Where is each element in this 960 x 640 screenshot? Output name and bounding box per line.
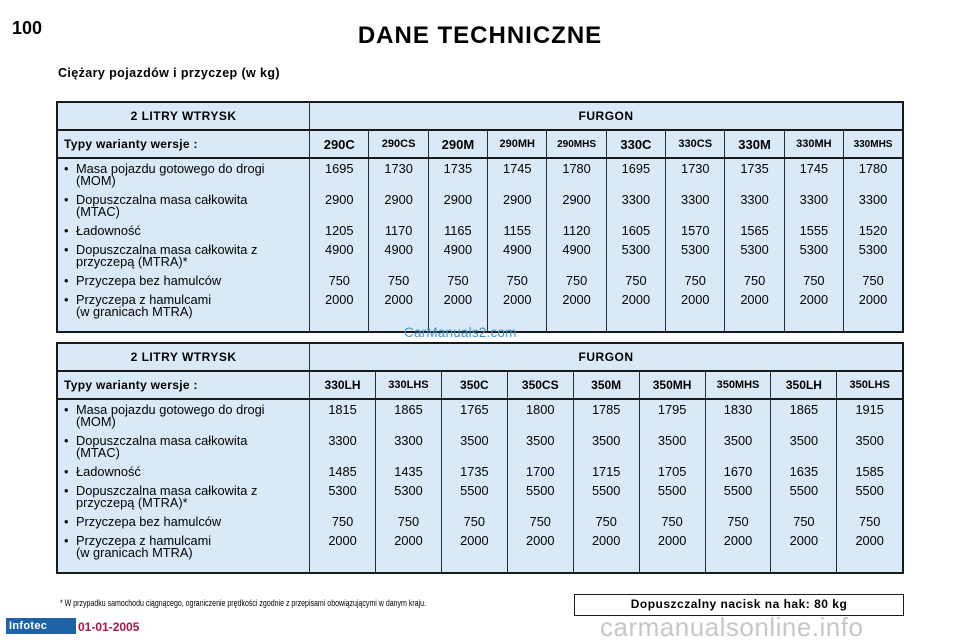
value-cell: 5500 bbox=[657, 483, 687, 498]
bullet-icon: • bbox=[64, 483, 69, 498]
value-cell: 5500 bbox=[591, 483, 621, 498]
bullet-icon: • bbox=[64, 402, 69, 417]
row-label-line1: Przyczepa bez hamulców bbox=[76, 514, 222, 529]
variants-label: Typy warianty wersje : bbox=[57, 371, 310, 399]
value-cell: 1485 bbox=[328, 464, 357, 479]
value-cell: 3300 bbox=[328, 433, 357, 448]
value-cell: 1520 bbox=[858, 223, 888, 238]
value-cell: 750 bbox=[803, 273, 825, 288]
value-cell: 3300 bbox=[621, 192, 651, 207]
bullet-icon: • bbox=[64, 242, 69, 257]
variant-header: 350LH bbox=[771, 371, 837, 399]
value-cell: 2000 bbox=[460, 533, 489, 548]
bullet-icon: • bbox=[64, 192, 69, 207]
value-cell: 5300 bbox=[740, 242, 769, 257]
value-cell: 1170 bbox=[384, 223, 413, 238]
bullet-icon: • bbox=[64, 533, 69, 548]
value-cell: 1635 bbox=[789, 464, 819, 479]
value-cell: 1780 bbox=[858, 161, 888, 176]
row-label-line2: (MTAC) bbox=[76, 204, 120, 220]
value-cell: 1565 bbox=[740, 223, 769, 238]
value-cell: 1865 bbox=[394, 402, 423, 417]
value-cell: 750 bbox=[463, 514, 486, 529]
value-cell: 750 bbox=[595, 514, 617, 529]
value-cell: 750 bbox=[661, 514, 683, 529]
row-label-line1: Dopuszczalna masa całkowita z bbox=[76, 242, 258, 257]
section-subtitle: Ciężary pojazdów i przyczep (w kg) bbox=[58, 66, 280, 80]
variant-header: 350MH bbox=[639, 371, 705, 399]
row-label-line1: Masa pojazdu gotowego do drogi bbox=[76, 402, 265, 417]
value-cell: 1730 bbox=[384, 161, 413, 176]
variant-header: 330LHS bbox=[376, 371, 442, 399]
value-cell: 750 bbox=[328, 273, 350, 288]
row-label-line1: Ładowność bbox=[76, 464, 141, 479]
weights-table bbox=[56, 342, 904, 574]
value-cell: 750 bbox=[743, 273, 766, 288]
row-label-line1: Przyczepa bez hamulców bbox=[76, 273, 222, 288]
body-type-header: FURGON bbox=[310, 343, 903, 371]
value-cell: 1670 bbox=[723, 464, 753, 479]
footnote: * W przypadku samochodu ciągnącego, ograniczenie prędkości zgodnie z przepisami obowiązującymi w danym kraju. bbox=[60, 598, 427, 608]
value-cell: 4900 bbox=[562, 242, 591, 257]
row-label bbox=[64, 244, 309, 275]
value-cell: 2000 bbox=[740, 292, 769, 307]
value-cell: 5500 bbox=[789, 483, 819, 498]
row-label-line1: Masa pojazdu gotowego do drogi bbox=[76, 161, 265, 176]
row-label bbox=[64, 435, 309, 466]
value-cell: 1735 bbox=[740, 161, 769, 176]
row-label-line1: Dopuszczalna masa całkowita z bbox=[76, 483, 258, 498]
value-cell: 750 bbox=[565, 273, 588, 288]
value-cell: 750 bbox=[684, 273, 706, 288]
value-cell: 5300 bbox=[858, 242, 888, 257]
value-cell: 5500 bbox=[460, 483, 489, 498]
value-cell: 3300 bbox=[799, 192, 829, 207]
value-cell: 3300 bbox=[680, 192, 710, 207]
row-label-line2: przyczepą (MTRA)* bbox=[76, 254, 188, 270]
value-cell: 750 bbox=[862, 273, 884, 288]
page-title: DANE TECHNICZNE bbox=[357, 22, 603, 49]
site-watermark: carmanualsonline.info bbox=[600, 612, 864, 640]
row-label-line2: (w granicach MTRA) bbox=[76, 545, 193, 561]
row-label bbox=[64, 485, 309, 516]
value-cell: 1585 bbox=[855, 464, 884, 479]
value-cell: 2000 bbox=[394, 533, 423, 548]
body-type-header: FURGON bbox=[310, 102, 903, 130]
bullet-icon: • bbox=[64, 223, 69, 238]
value-cell: 3300 bbox=[858, 192, 888, 207]
value-cell: 2000 bbox=[723, 533, 753, 548]
bullet-icon: • bbox=[64, 433, 69, 448]
value-cell: 5500 bbox=[723, 483, 753, 498]
value-cell: 5500 bbox=[526, 483, 555, 498]
engine-header: 2 LITRY WTRYSK bbox=[57, 343, 310, 371]
value-cell: 1780 bbox=[562, 161, 591, 176]
value-cell: 4900 bbox=[503, 242, 532, 257]
value-cell: 750 bbox=[625, 273, 647, 288]
value-cell: 750 bbox=[506, 273, 528, 288]
value-cell: 4900 bbox=[384, 242, 413, 257]
value-cell: 2000 bbox=[325, 292, 354, 307]
value-cell: 2000 bbox=[443, 292, 473, 307]
value-cell: 750 bbox=[331, 514, 354, 529]
bullet-icon: • bbox=[64, 464, 69, 479]
value-cell: 1745 bbox=[503, 161, 532, 176]
variant-header: 330MHS bbox=[844, 130, 903, 158]
value-cell: 2000 bbox=[680, 292, 710, 307]
edition-date: 01-01-2005 bbox=[78, 620, 140, 634]
variant-header: 350C bbox=[441, 371, 507, 399]
value-cell: 1735 bbox=[460, 464, 489, 479]
row-label-line2: (MTAC) bbox=[76, 445, 120, 461]
value-cell: 5500 bbox=[855, 483, 884, 498]
value-cell: 2000 bbox=[855, 533, 884, 548]
value-cell: 750 bbox=[447, 273, 469, 288]
variant-header: 290CS bbox=[369, 130, 428, 158]
value-cell: 1795 bbox=[657, 402, 687, 417]
value-cell: 5300 bbox=[394, 483, 423, 498]
value-cell: 1865 bbox=[789, 402, 819, 417]
variant-header: 330C bbox=[606, 130, 665, 158]
value-cell: 2900 bbox=[384, 192, 413, 207]
value-cell: 1165 bbox=[444, 223, 472, 238]
value-cell: 1120 bbox=[562, 223, 591, 238]
value-cell: 2900 bbox=[443, 192, 473, 207]
value-cell: 2000 bbox=[621, 292, 651, 307]
value-cell: 3500 bbox=[723, 433, 753, 448]
variants-label: Typy warianty wersje : bbox=[57, 130, 310, 158]
value-cell: 2000 bbox=[328, 533, 357, 548]
variant-header: 290MHS bbox=[547, 130, 606, 158]
value-cell: 1155 bbox=[503, 223, 531, 238]
carmanuals-watermark[interactable]: CarManuals2.com bbox=[404, 325, 517, 340]
infotec-logo: Infotec bbox=[6, 618, 76, 634]
weights-table bbox=[56, 101, 904, 333]
value-cell: 5300 bbox=[328, 483, 357, 498]
value-cell: 1735 bbox=[443, 161, 473, 176]
value-cell: 2000 bbox=[591, 533, 621, 548]
variant-header: 290C bbox=[310, 130, 369, 158]
value-cell: 2000 bbox=[657, 533, 687, 548]
value-cell: 1785 bbox=[591, 402, 621, 417]
page-number: 100 bbox=[12, 18, 43, 38]
value-cell: 1715 bbox=[591, 464, 621, 479]
variant-header: 330MH bbox=[784, 130, 843, 158]
row-label-line1: Dopuszczalna masa całkowita bbox=[76, 192, 248, 207]
value-cell: 3500 bbox=[460, 433, 489, 448]
value-cell: 2000 bbox=[562, 292, 591, 307]
variant-header: 350M bbox=[573, 371, 639, 399]
value-cell: 2000 bbox=[384, 292, 413, 307]
value-cell: 750 bbox=[387, 273, 410, 288]
value-cell: 750 bbox=[858, 514, 881, 529]
value-cell: 3500 bbox=[526, 433, 555, 448]
value-cell: 1695 bbox=[325, 161, 354, 176]
variant-header: 330CS bbox=[666, 130, 725, 158]
value-cell: 750 bbox=[529, 514, 551, 529]
variant-header: 290MH bbox=[488, 130, 547, 158]
engine-header: 2 LITRY WTRYSK bbox=[57, 102, 310, 130]
variant-header: 350MHS bbox=[705, 371, 771, 399]
row-label-line1: Przyczepa z hamulcami bbox=[76, 292, 212, 307]
value-cell: 750 bbox=[727, 514, 749, 529]
row-label-line1: Dopuszczalna masa całkowita bbox=[76, 433, 248, 448]
value-cell: 2000 bbox=[526, 533, 555, 548]
value-cell: 2000 bbox=[799, 292, 829, 307]
value-cell: 1765 bbox=[460, 402, 489, 417]
variant-header: 330LH bbox=[310, 371, 376, 399]
value-cell: 3300 bbox=[394, 433, 423, 448]
row-label-line2: (MOM) bbox=[76, 414, 116, 430]
value-cell: 3500 bbox=[789, 433, 819, 448]
variant-header: 350CS bbox=[507, 371, 573, 399]
row-label-line1: Przyczepa z hamulcami bbox=[76, 533, 212, 548]
row-label-line1: Ładowność bbox=[76, 223, 141, 238]
value-cell: 1205 bbox=[325, 223, 354, 238]
value-cell: 2900 bbox=[503, 192, 532, 207]
value-cell: 5300 bbox=[799, 242, 829, 257]
value-cell: 1570 bbox=[680, 223, 710, 238]
row-label bbox=[64, 163, 309, 194]
bullet-icon: • bbox=[64, 273, 69, 288]
value-cell: 1730 bbox=[680, 161, 710, 176]
value-cell: 1745 bbox=[799, 161, 829, 176]
value-cell: 1695 bbox=[621, 161, 651, 176]
value-cell: 2000 bbox=[503, 292, 532, 307]
value-cell: 1800 bbox=[526, 402, 555, 417]
row-label bbox=[64, 535, 309, 566]
row-label-line2: (MOM) bbox=[76, 173, 116, 189]
row-label bbox=[64, 194, 309, 225]
value-cell: 3500 bbox=[591, 433, 621, 448]
bullet-icon: • bbox=[64, 292, 69, 307]
value-cell: 4900 bbox=[443, 242, 473, 257]
bullet-icon: • bbox=[64, 514, 69, 529]
value-cell: 1705 bbox=[657, 464, 687, 479]
value-cell: 1700 bbox=[526, 464, 555, 479]
value-cell: 3500 bbox=[657, 433, 687, 448]
row-label bbox=[64, 294, 309, 325]
row-label-line2: (w granicach MTRA) bbox=[76, 304, 193, 320]
variant-header: 330M bbox=[725, 130, 784, 158]
value-cell: 4900 bbox=[325, 242, 354, 257]
variant-header: 290M bbox=[428, 130, 487, 158]
value-cell: 2900 bbox=[562, 192, 591, 207]
value-cell: 750 bbox=[793, 514, 815, 529]
value-cell: 1435 bbox=[394, 464, 423, 479]
value-cell: 1815 bbox=[328, 402, 357, 417]
value-cell: 750 bbox=[397, 514, 420, 529]
value-cell: 2000 bbox=[789, 533, 819, 548]
value-cell: 5300 bbox=[621, 242, 651, 257]
towbar-load-note: Dopuszczalny nacisk na hak: 80 kg bbox=[574, 594, 904, 616]
value-cell: 1555 bbox=[799, 223, 829, 238]
variant-header: 350LHS bbox=[837, 371, 903, 399]
value-cell: 2000 bbox=[858, 292, 888, 307]
value-cell: 3300 bbox=[740, 192, 769, 207]
value-cell: 1605 bbox=[621, 223, 651, 238]
value-cell: 1915 bbox=[855, 402, 884, 417]
value-cell: 5300 bbox=[680, 242, 710, 257]
value-cell: 1830 bbox=[723, 402, 753, 417]
value-cell: 2900 bbox=[325, 192, 354, 207]
bullet-icon: • bbox=[64, 161, 69, 176]
row-label-line2: przyczepą (MTRA)* bbox=[76, 495, 188, 511]
row-label bbox=[64, 404, 309, 435]
value-cell: 3500 bbox=[855, 433, 884, 448]
